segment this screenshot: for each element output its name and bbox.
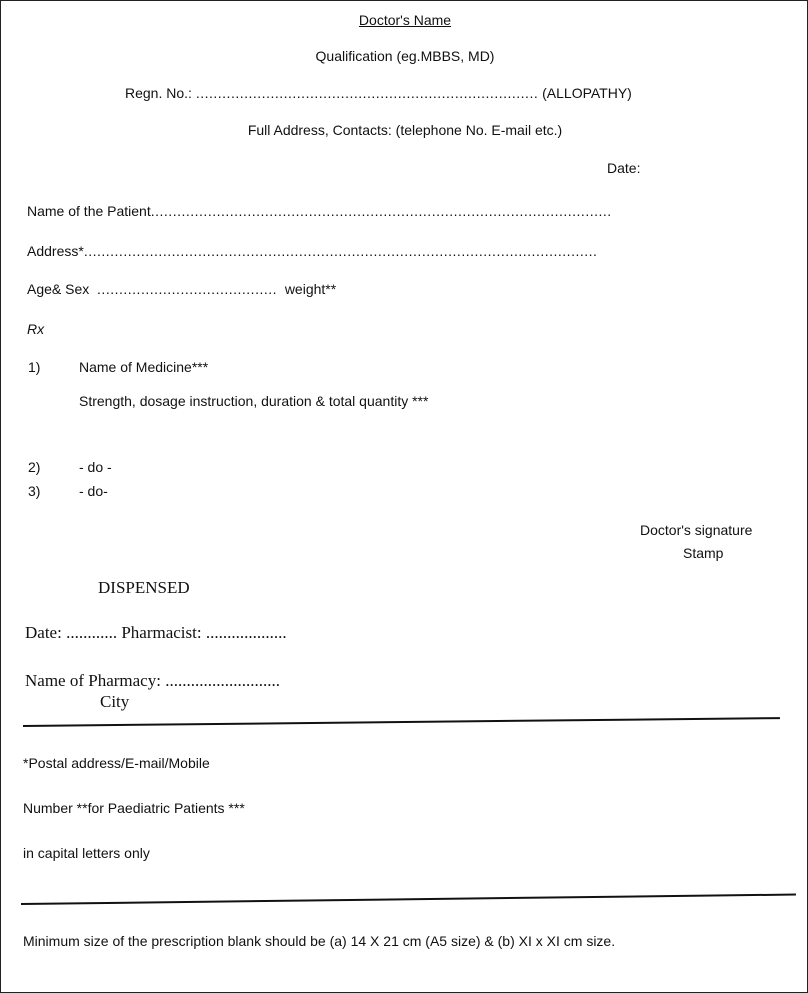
patient-name-row	[27, 204, 612, 218]
rx-item-number: 3)	[28, 483, 41, 499]
medicine-name: Name of Medicine***	[79, 359, 209, 375]
qualification: Qualification (eg.MBBS, MD)	[315, 48, 495, 64]
dispense-date-field[interactable]: ............	[66, 623, 118, 642]
weight-label: weight**	[284, 281, 337, 297]
size-requirement-note: Minimum size of the prescription blank should be (a) 14 X 21 cm (A5 size) & (b) XI x XI cm size.	[23, 933, 616, 949]
footnote-1: *Postal address/E-mail/Mobile	[23, 755, 210, 771]
age-sex-row	[27, 282, 336, 296]
divider-line	[21, 894, 796, 905]
system-of-medicine: (ALLOPATHY)	[542, 85, 632, 101]
medicine-name: - do -	[79, 459, 112, 475]
age-sex-field[interactable]: .........................................	[97, 281, 278, 297]
pharmacist-field[interactable]: ...................	[205, 623, 287, 642]
patient-name-label: Name of the Patient	[27, 203, 151, 219]
doctor-signature-label: Doctor's signature	[640, 522, 753, 538]
divider-line	[23, 717, 780, 727]
medicine-details: Strength, dosage instruction, duration & total quantity ***	[79, 393, 429, 409]
doctor-name: Doctor's Name	[358, 12, 452, 28]
dispense-date-label: Date:	[25, 623, 62, 642]
rx-item-number: 1)	[28, 359, 41, 375]
date-label: Date:	[607, 160, 641, 176]
patient-address-row	[27, 244, 597, 258]
rx-item-number: 2)	[28, 459, 41, 475]
dispense-date-row	[25, 624, 287, 641]
medicine-name: - do-	[79, 483, 108, 499]
pharmacy-label: Name of Pharmacy:	[25, 671, 161, 690]
dispensed-title: DISPENSED	[98, 578, 190, 597]
patient-name-field[interactable]: .........................................................................................................	[150, 203, 612, 219]
address-contacts: Full Address, Contacts: (telephone No. E-mail etc.)	[247, 122, 563, 138]
pharmacist-label: Pharmacist:	[121, 623, 202, 642]
city-label: City	[100, 692, 130, 711]
pharmacy-row	[25, 672, 280, 689]
registration-number-row	[125, 86, 632, 100]
regn-label: Regn. No.:	[125, 85, 192, 101]
patient-address-field[interactable]: .....................................................................................................................	[83, 243, 598, 259]
footnote-3: in capital letters only	[23, 845, 150, 861]
pharmacy-field[interactable]: ...........................	[165, 671, 280, 690]
patient-address-label: Address*	[27, 243, 84, 259]
regn-field[interactable]: ..............................................................................	[195, 85, 539, 101]
age-sex-label: Age& Sex	[27, 281, 90, 297]
footnote-2: Number **for Paediatric Patients ***	[23, 800, 245, 816]
stamp-label: Stamp	[683, 545, 724, 561]
rx-symbol: Rx	[27, 321, 45, 337]
